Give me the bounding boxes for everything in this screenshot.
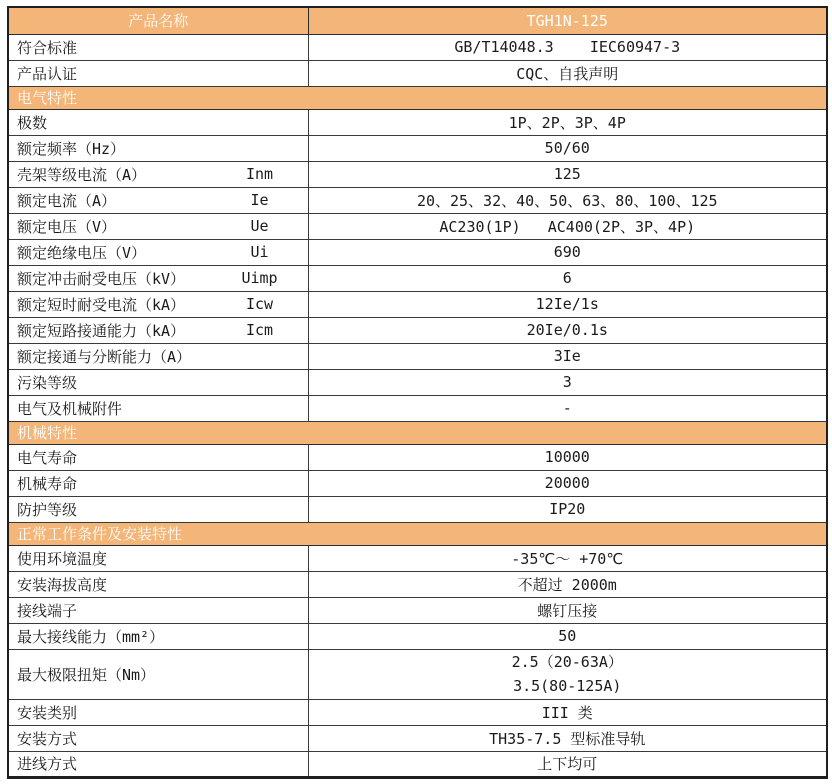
spec-label: 额定电压（V） <box>17 217 117 236</box>
spec-label-wrap <box>9 447 308 468</box>
spec-symbol: Icw <box>245 295 274 313</box>
spec-symbol: Icm <box>245 321 274 339</box>
spec-value: 6 <box>308 265 827 291</box>
section-title: 电气特性 <box>8 86 827 109</box>
spec-value: 20000 <box>308 470 827 496</box>
spec-label-wrap <box>9 398 308 419</box>
spec-row <box>8 60 827 86</box>
spec-row <box>8 470 827 496</box>
product-name-header: 产品名称 <box>8 7 308 34</box>
spec-label-wrap <box>9 499 308 520</box>
spec-row <box>8 265 827 291</box>
spec-value: AC230(1P) AC400(2P、3P、4P) <box>308 213 827 239</box>
spec-value: 20、25、32、40、50、63、80、100、125 <box>308 187 827 213</box>
spec-label-cell <box>8 496 308 522</box>
spec-label: 使用环境温度 <box>17 549 108 568</box>
spec-row <box>8 317 827 343</box>
spec-label-cell <box>8 291 308 317</box>
spec-value: 螺钉压接 <box>308 597 827 623</box>
spec-label: 最大接线能力（mm²） <box>17 627 165 646</box>
spec-row <box>8 649 827 699</box>
spec-row <box>8 444 827 470</box>
spec-row <box>8 239 827 265</box>
spec-value: III 类 <box>308 699 827 725</box>
spec-symbol: Uimp <box>241 269 278 287</box>
spec-label-cell <box>8 187 308 213</box>
spec-label: 符合标准 <box>17 38 78 57</box>
spec-value: 50 <box>308 623 827 649</box>
spec-value: 50/60 <box>308 135 827 161</box>
spec-value: CQC、自我声明 <box>308 60 827 86</box>
spec-label-cell <box>8 597 308 623</box>
spec-label-cell <box>8 60 308 86</box>
spec-label: 进线方式 <box>17 755 78 773</box>
spec-value: 690 <box>308 239 827 265</box>
spec-label-wrap <box>9 112 308 133</box>
spec-label-wrap <box>9 138 308 159</box>
spec-symbol: Ue <box>250 217 269 235</box>
spec-row <box>8 135 827 161</box>
spec-label-cell <box>8 444 308 470</box>
spec-row <box>8 725 827 751</box>
spec-label-cell <box>8 369 308 395</box>
spec-symbol: Inm <box>245 165 274 183</box>
spec-label-cell <box>8 725 308 751</box>
spec-label: 污染等级 <box>17 373 78 392</box>
spec-table-body <box>8 7 827 777</box>
spec-value: IP20 <box>308 496 827 522</box>
spec-label-wrap <box>9 664 308 685</box>
product-spec-table <box>7 6 828 779</box>
spec-value: 3Ie <box>308 343 827 369</box>
spec-label: 额定电流（A） <box>17 191 117 210</box>
spec-label: 产品认证 <box>17 64 78 83</box>
spec-label-wrap <box>9 216 308 237</box>
spec-label-wrap <box>9 600 308 621</box>
spec-row <box>8 369 827 395</box>
spec-label-wrap <box>9 346 308 367</box>
spec-value: 20Ie/0.1s <box>308 317 827 343</box>
spec-label-cell <box>8 161 308 187</box>
spec-value-line: 3.5(80-125A) <box>513 677 622 695</box>
spec-row <box>8 291 827 317</box>
spec-label-cell <box>8 395 308 421</box>
table-header-row <box>8 7 827 34</box>
spec-symbol: Ui <box>250 243 269 261</box>
product-model-header: TGH1N-125 <box>308 7 827 34</box>
spec-row <box>8 187 827 213</box>
spec-row <box>8 395 827 421</box>
spec-label-cell <box>8 34 308 60</box>
spec-value: TH35-7.5 型标准导轨 <box>308 725 827 751</box>
spec-row <box>8 597 827 623</box>
spec-label-wrap <box>9 702 308 723</box>
spec-value: 不超过 2000m <box>308 571 827 597</box>
spec-value: 3 <box>308 369 827 395</box>
spec-value: - <box>308 395 827 421</box>
spec-value: 10000 <box>308 444 827 470</box>
spec-row <box>8 213 827 239</box>
spec-row <box>8 545 827 571</box>
spec-label-wrap <box>9 63 308 84</box>
section-title: 机械特性 <box>8 421 827 444</box>
spec-value: -35℃～ +70℃ <box>308 545 827 571</box>
spec-value: GB/T14048.3 IEC60947-3 <box>308 34 827 60</box>
spec-label: 电气及机械附件 <box>17 399 123 418</box>
spec-row <box>8 571 827 597</box>
section-header-row <box>8 421 827 444</box>
spec-label-cell <box>8 109 308 135</box>
spec-label-cell <box>8 649 308 699</box>
spec-label-wrap <box>9 37 308 58</box>
spec-value: 125 <box>308 161 827 187</box>
spec-label-cell <box>8 571 308 597</box>
spec-label-cell <box>8 317 308 343</box>
spec-label-wrap <box>9 753 308 774</box>
spec-label-wrap <box>9 164 308 185</box>
spec-label: 安装海拔高度 <box>17 575 108 594</box>
spec-label-wrap <box>9 626 308 647</box>
spec-label: 额定绝缘电压（V） <box>17 243 147 262</box>
spec-label: 额定短路接通能力（kA） <box>17 321 186 340</box>
spec-label: 安装方式 <box>17 729 78 748</box>
spec-row <box>8 699 827 725</box>
spec-label: 额定接通与分断能力（A） <box>17 347 192 366</box>
spec-label-wrap <box>9 294 308 315</box>
spec-label-cell <box>8 699 308 725</box>
spec-row <box>8 496 827 522</box>
spec-label-wrap <box>9 190 308 211</box>
spec-label-wrap <box>9 268 308 289</box>
spec-label: 额定冲击耐受电压（kV） <box>17 269 186 288</box>
spec-label-wrap <box>9 574 308 595</box>
section-title: 正常工作条件及安装特性 <box>8 522 827 545</box>
spec-label-wrap <box>9 548 308 569</box>
spec-label: 极数 <box>17 113 48 132</box>
spec-row <box>8 751 827 777</box>
spec-label-cell <box>8 470 308 496</box>
spec-label-cell <box>8 343 308 369</box>
spec-label: 额定短时耐受电流（kA） <box>17 295 186 314</box>
spec-label-cell <box>8 239 308 265</box>
spec-value-cell <box>308 649 827 699</box>
section-header-row <box>8 86 827 109</box>
spec-symbol: Ie <box>250 191 269 209</box>
spec-label: 安装类别 <box>17 703 78 722</box>
spec-value: 12Ie/1s <box>308 291 827 317</box>
spec-label: 机械寿命 <box>17 474 78 493</box>
spec-label-wrap <box>9 242 308 263</box>
spec-label: 接线端子 <box>17 601 78 620</box>
spec-value: 上下均可 <box>308 751 827 777</box>
spec-label-cell <box>8 135 308 161</box>
spec-value: 1P、2P、3P、4P <box>308 109 827 135</box>
spec-label: 最大极限扭矩（Nm） <box>17 665 156 684</box>
spec-label-cell <box>8 213 308 239</box>
section-header-row <box>8 522 827 545</box>
spec-label-wrap <box>9 372 308 393</box>
spec-label-cell <box>8 623 308 649</box>
spec-row <box>8 343 827 369</box>
spec-label-wrap <box>9 473 308 494</box>
spec-label: 电气寿命 <box>17 448 78 467</box>
spec-label-wrap <box>9 320 308 341</box>
spec-label: 额定频率（Hz） <box>17 139 126 158</box>
spec-row <box>8 161 827 187</box>
spec-row <box>8 623 827 649</box>
spec-label-cell <box>8 751 308 777</box>
spec-label: 防护等级 <box>17 500 78 519</box>
spec-value-line: 2.5（20-63A） <box>511 653 623 671</box>
spec-label: 壳架等级电流（A） <box>17 165 147 184</box>
spec-row <box>8 109 827 135</box>
spec-row <box>8 34 827 60</box>
spec-label-wrap <box>9 728 308 749</box>
spec-label-cell <box>8 265 308 291</box>
spec-label-cell <box>8 545 308 571</box>
